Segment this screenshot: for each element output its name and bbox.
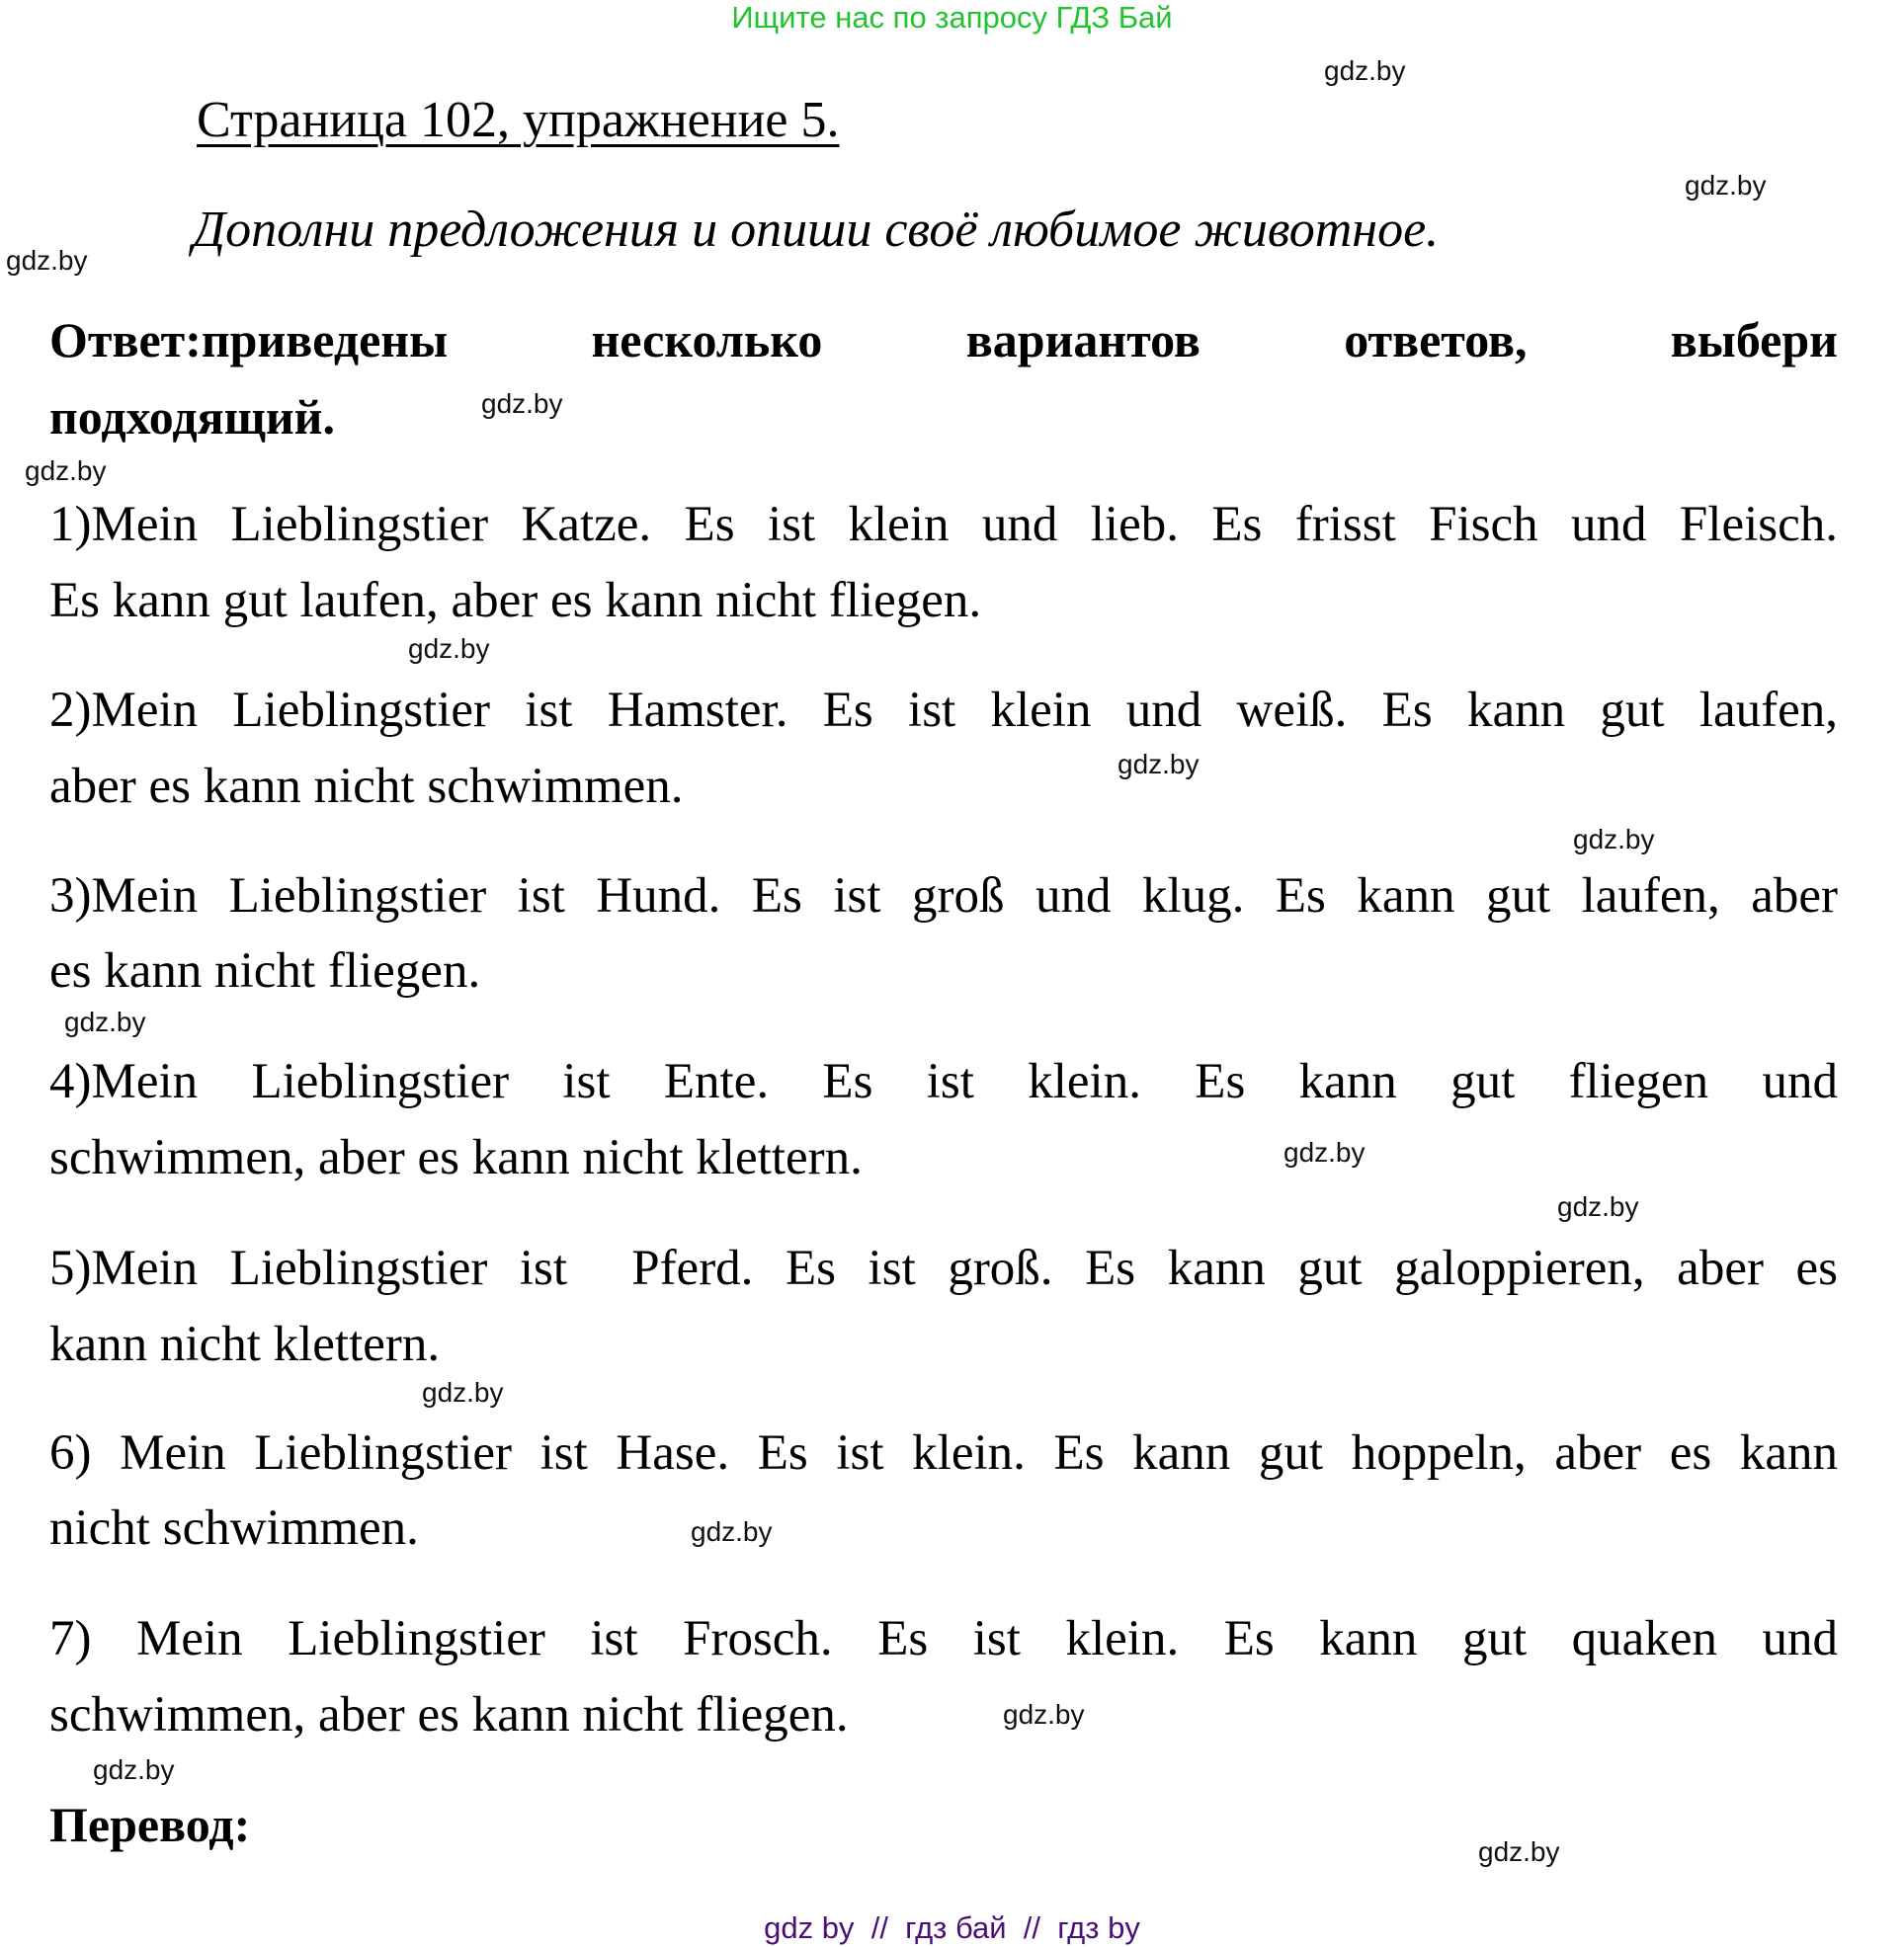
translation-heading: Перевод:	[49, 1797, 251, 1852]
answer-6-line-1: 6) Mein Lieblingstier ist Hase. Es ist klein. Es kann gut hoppeln, aber es kann	[49, 1425, 1838, 1481]
answer-7-line-1: 7) Mein Lieblingstier ist Frosch. Es ist klein. Es kann gut quaken und	[49, 1611, 1838, 1666]
watermark: gdz.by	[422, 1377, 504, 1408]
answer-6-line-2: nicht schwimmen.	[49, 1501, 419, 1556]
watermark: gdz.by	[93, 1754, 175, 1785]
answer-5-line-1: 5)Mein Lieblingstier ist Pferd. Es ist groß. Es kann gut galoppieren, aber es	[49, 1241, 1838, 1296]
watermark: gdz.by	[1685, 170, 1767, 201]
watermark: gdz.by	[1118, 749, 1200, 779]
watermark: gdz.by	[1478, 1836, 1560, 1867]
page-title: Страница 102, упражнение 5.	[197, 92, 840, 148]
watermark: gdz.by	[1573, 824, 1655, 854]
answer-2-line-2: aber es kann nicht schwimmen.	[49, 759, 684, 814]
watermark: gdz.by	[408, 633, 490, 664]
answer-4-line-2: schwimmen, aber es kann nicht klettern.	[49, 1130, 863, 1185]
watermark: gdz.by	[1003, 1699, 1085, 1730]
answer-intro-line-1: Ответ:приведены несколько вариантов ответов, выбери	[49, 312, 1838, 367]
watermark: gdz.by	[1324, 55, 1406, 86]
footer-links[interactable]: gdz by // гдз бай // гдз by	[764, 1910, 1140, 1945]
answer-5-line-2: kann nicht klettern.	[49, 1317, 441, 1372]
answer-7-line-2: schwimmen, aber es kann nicht fliegen.	[49, 1687, 849, 1743]
watermark: gdz.by	[6, 245, 88, 276]
watermark: gdz.by	[25, 455, 107, 486]
answer-2-line-1: 2)Mein Lieblingstier ist Hamster. Es ist klein und weiß. Es kann gut laufen,	[49, 683, 1838, 738]
answer-1-line-1: 1)Mein Lieblingstier Katze. Es ist klein und lieb. Es frisst Fisch und Fleisch.	[49, 497, 1838, 552]
watermark: gdz.by	[481, 388, 563, 419]
answer-4-line-1: 4)Mein Lieblingstier ist Ente. Es ist klein. Es kann gut fliegen und	[49, 1054, 1838, 1109]
watermark: gdz.by	[691, 1516, 773, 1547]
answer-1-line-2: Es kann gut laufen, aber es kann nicht fliegen.	[49, 573, 982, 628]
watermark: gdz.by	[64, 1007, 146, 1037]
watermark: gdz.by	[1283, 1137, 1366, 1168]
answer-3-line-1: 3)Mein Lieblingstier ist Hund. Es ist groß und klug. Es kann gut laufen, aber	[49, 868, 1838, 924]
task-instruction: Дополни предложения и опиши своё любимое животное.	[193, 202, 1440, 258]
answer-3-line-2: es kann nicht fliegen.	[49, 943, 481, 999]
watermark: gdz.by	[1557, 1191, 1639, 1222]
answer-intro-line-2: подходящий.	[49, 389, 335, 445]
search-banner[interactable]: Ищите нас по запросу ГДЗ Бай	[731, 0, 1173, 35]
